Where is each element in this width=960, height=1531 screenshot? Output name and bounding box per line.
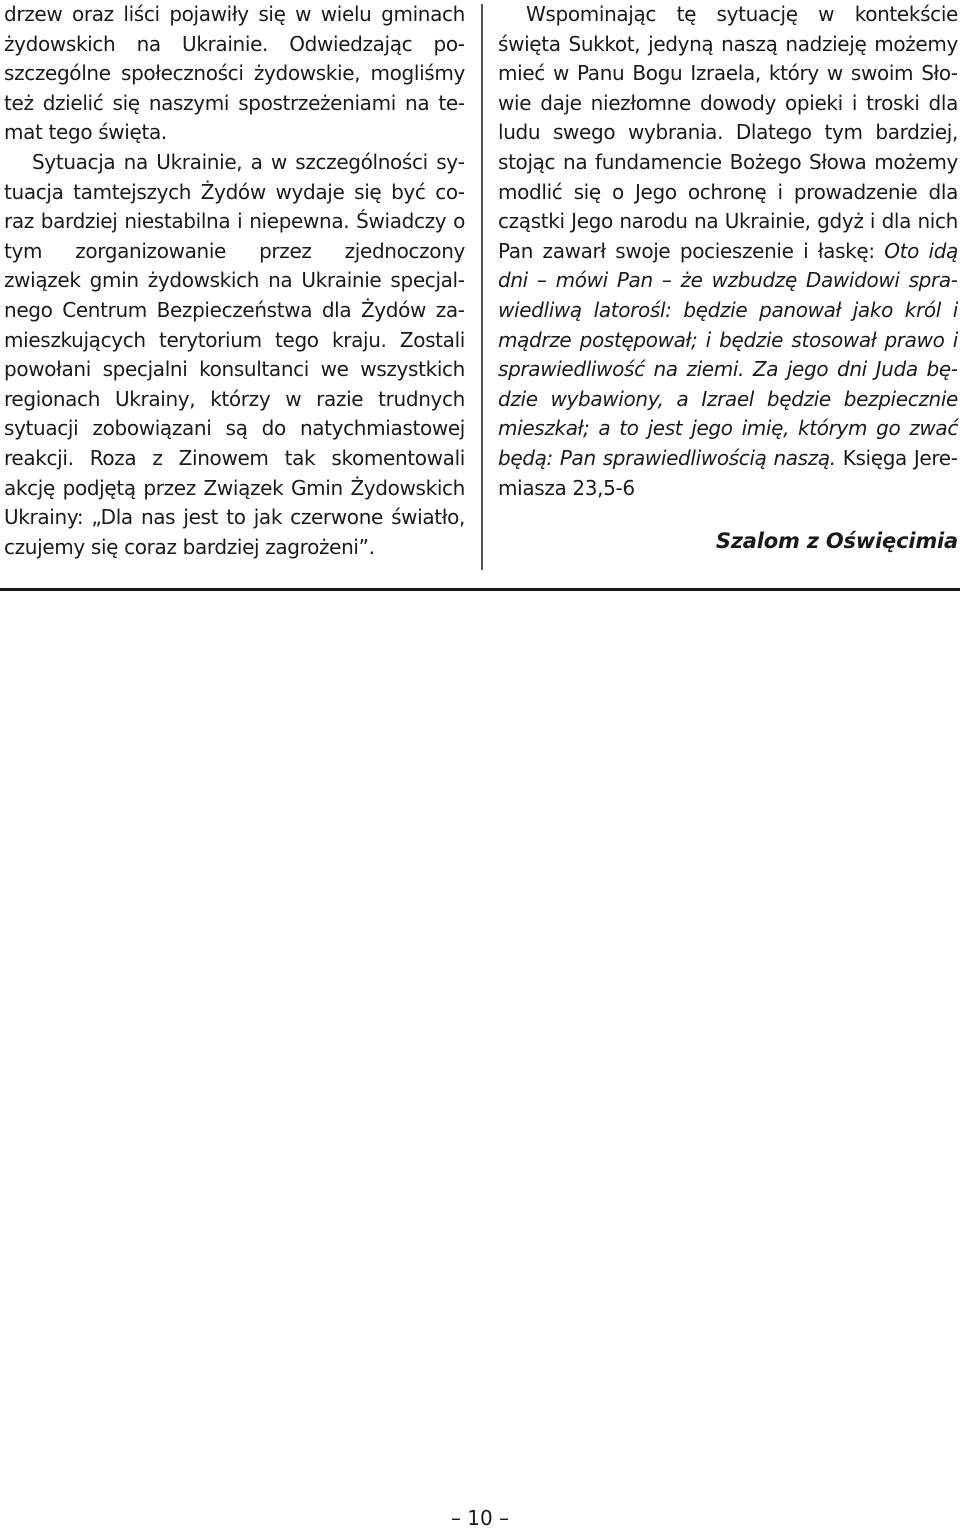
paragraph-sukkot-visits: drzew oraz liści pojawiły się w wielu gminach żydowskich na Ukrainie. Odwiedzając poszczególne społeczności żydowskie, mogliśmy też dzielić się naszymi spostrzeżeniami na temat tego święta. <box>4 2 465 145</box>
left-column <box>4 0 465 562</box>
prayer-intro-text: Wspominając tę sytuację w kontekście święta Sukkot, jedyną naszą nadzieję możemy mieć w Panu Bogu Izraela, który w swoim Słowie daje niezłomne dowody opieki i troski dla ludu swego wybrania. Dlatego tym bardziej, stojąc na fundamencie Bożego Słowa możemy modlić się o Jego ochronę i prowadzenie dla cząstki Jego narodu na Ukrainie, gdyż i dla nich Pan zawarł swoje pocieszenie i łaskę: <box>498 2 958 263</box>
paragraph-ukraine-situation: Sytuacja na Ukrainie, a w szczególności sytuacja tamtejszych Żydów wydaje się być coraz bardziej niestabilna i niepewna. Świadczy o tym zorganizowanie przez zjednoczony związek gmin żydowskich na Ukrainie specjalnego Centrum Bezpieczeństwa dla Żydów zamieszkujących terytorium tego kraju. Zostali powołani specjalni konsultanci we wszystkich regionach Ukrainy, którzy w razie trudnych sytuacji zobowiązani są do natychmiastowej reakcji. Roza z Zinowem tak skomentowali akcję podjętą przez Związek Gmin Żydowskich Ukrainy: „Dla nas jest to jak czerwone światło, czujemy się coraz bardziej zagrożeni”. <box>4 149 465 559</box>
paragraph-prayer <box>498 0 958 503</box>
scripture-quote: Oto idą dni – mówi Pan – że wzbudzę Dawidowi sprawiedliwą latorośl: będzie panował jako król i mądrze postępował; i będzie stosował prawo i sprawiedliwość na ziemi. Za jego dni Juda będzie wybawiony, a Izrael będzie bezpiecznie mieszkał; a to jest jego imię, którym go zwać będą: Pan sprawiedliwością naszą. <box>498 238 958 470</box>
column-divider <box>481 4 483 570</box>
page-number: – 10 – <box>450 1506 510 1530</box>
scripture-reference: Księga Jeremiasza 23,5-6 <box>498 445 958 500</box>
article-signature: Szalom z Oświęcimia <box>715 529 958 554</box>
section-divider <box>0 588 960 591</box>
right-column <box>498 0 958 557</box>
